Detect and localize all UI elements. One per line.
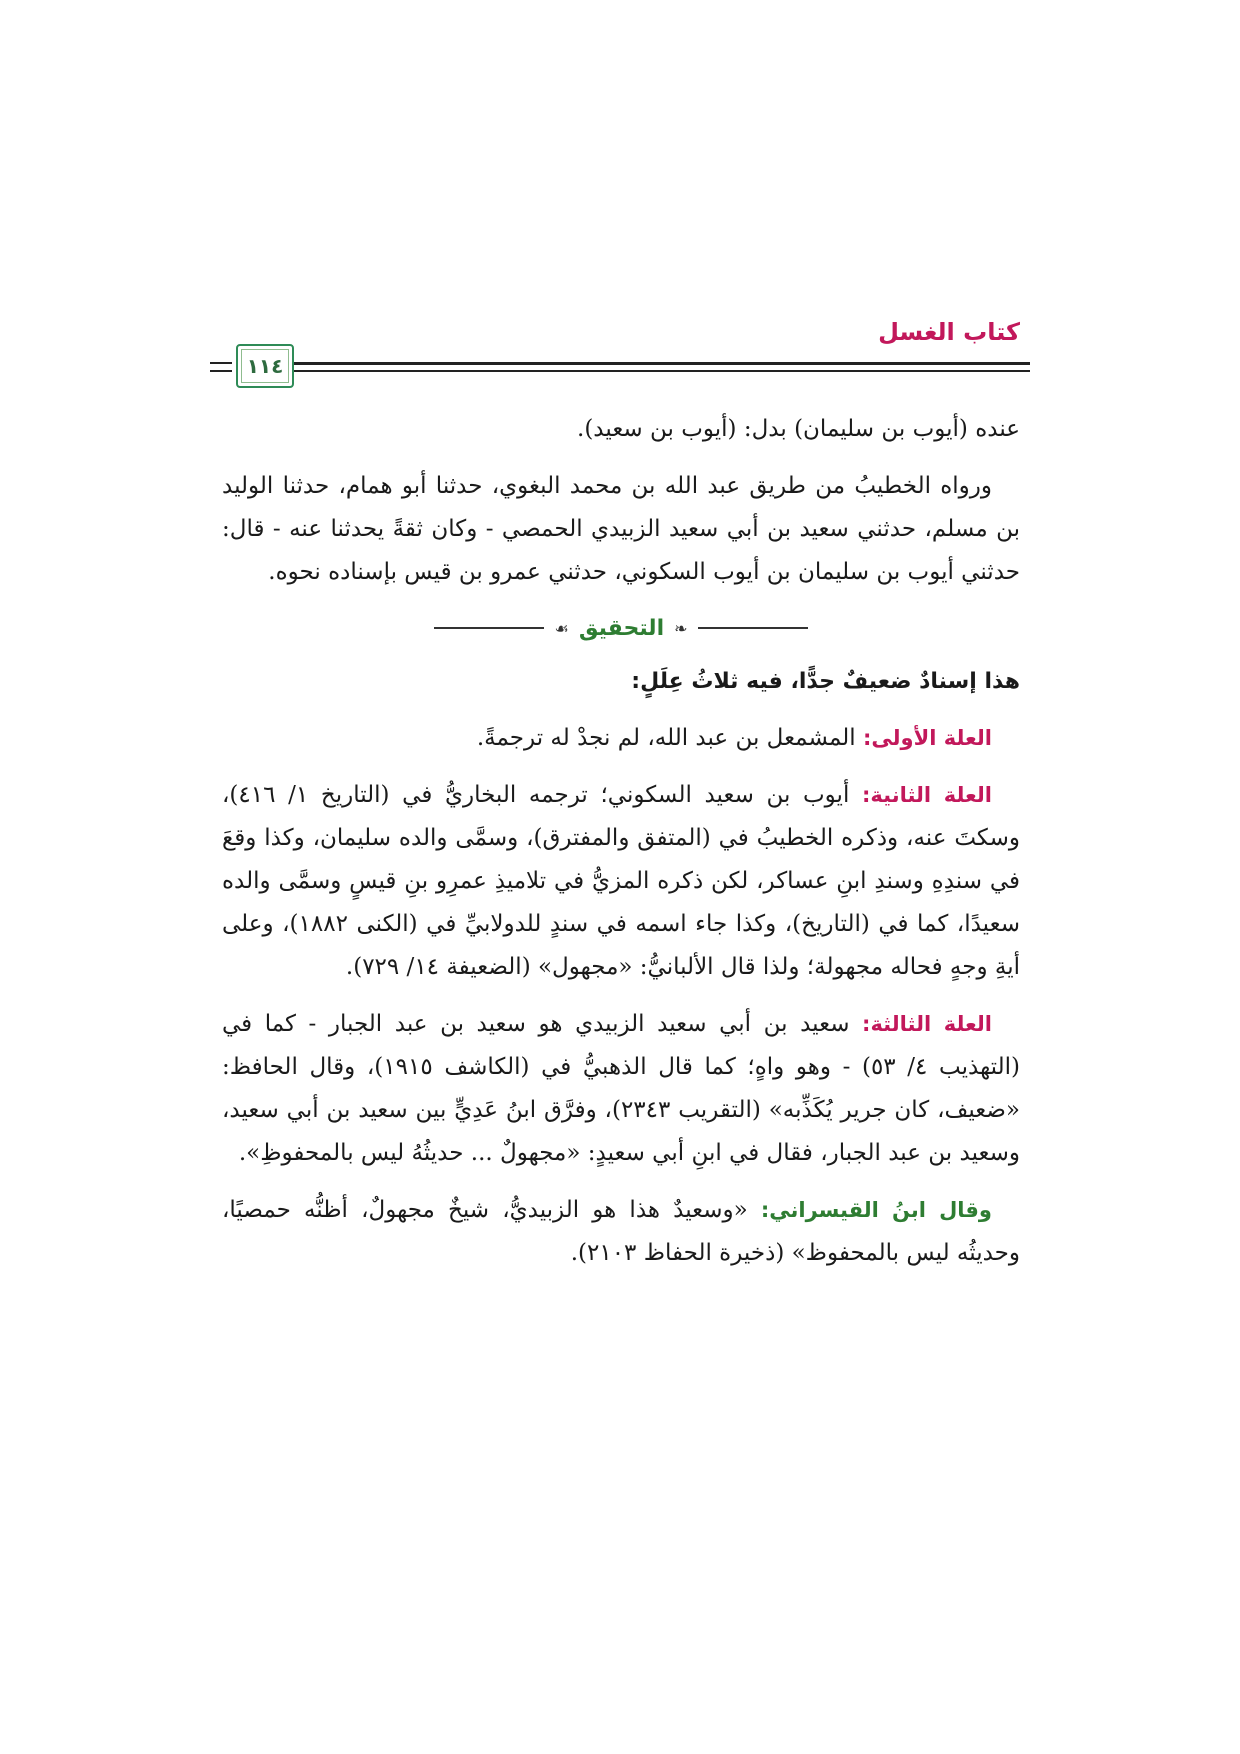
section-divider: [222, 608, 1020, 648]
header-rule-left-1: [210, 362, 232, 364]
page-number: ١١٤: [246, 354, 284, 378]
paragraph-2: ورواه الخطيبُ من طريق عبد الله بن محمد البغوي، حدثنا أبو همام، حدثنا الوليد بن مسلم، حدثني سعيد بن أبي سعيد الزبيدي الحمصي - وكان ثقةً يحدثنا عنه - قال: حدثني أيوب بن سليمان بن أيوب السكوني، حدثني عمرو بن قيس بإسناده نحوه.: [222, 473, 1020, 585]
page-number-badge: [236, 344, 294, 388]
illa-2-paragraph: [222, 774, 1020, 989]
qaysarani-paragraph: [222, 1189, 1020, 1275]
page-header: [210, 318, 1030, 388]
illa-1-paragraph: [222, 717, 1020, 760]
page-body: [222, 408, 1020, 1289]
ornament-icon: ❧: [674, 618, 688, 638]
divider-line-right: [698, 627, 808, 629]
illa-3-label: العلة الثالثة:: [862, 1012, 992, 1036]
verdict-headline: هذا إسنادٌ ضعيفٌ جدًّا، فيه ثلاثُ عِلَلٍ:: [631, 669, 1020, 694]
header-rule-left-2: [210, 370, 232, 372]
header-rule-thin: [270, 370, 1030, 372]
header-rule: [270, 362, 1030, 365]
qaysarani-label: وقال ابنُ القيسراني:: [760, 1198, 992, 1222]
section-title: التحقيق: [578, 615, 665, 641]
paragraph-1: عنده (أيوب بن سليمان) بدل: (أيوب بن سعيد).: [577, 416, 1020, 442]
illa-2-text: أيوب بن سعيد السكوني؛ ترجمه البخاريُّ في (التاريخ ١/ ٤١٦)، وسكتَ عنه، وذكره الخطيبُ في (المتفق والمفترق)، وسمَّى والده سليمان، وكذا وقعَ في سندِهِ وسندِ ابنِ عساكر، لكن ذكره المزيُّ في تلاميذِ عمرِو بنِ قيسٍ وسمَّى والده سعيدًا، كما في (التاريخ)، وكذا جاء اسمه في سندٍ للدولابيِّ في (الكنى ١٨٨٢)، وعلى أيةِ وجهٍ فحاله مجهولة؛ ولذا قال الألبانيُّ: «مجهول» (الضعيفة ١٤/ ٧٢٩).: [222, 782, 1020, 980]
illa-3-text: سعيد بن أبي سعيد الزبيدي هو سعيد بن عبد الجبار - كما في (التهذيب ٤/ ٥٣) - وهو واهٍ؛ كما قال الذهبيُّ في (الكاشف ١٩١٥)، وقال الحافظ: «ضعيف، كان جرير يُكَذِّبه» (التقريب ٢٣٤٣)، وفرَّق ابنُ عَدِيٍّ بين سعيد بن أبي سعيد، وسعيد بن عبد الجبار، فقال في ابنِ أبي سعيدٍ: «مجهولٌ ... حديثُهُ ليس بالمحفوظِ».: [222, 1011, 1020, 1166]
illa-2-label: العلة الثانية:: [861, 783, 992, 807]
ornament-icon: ☙: [554, 618, 569, 638]
illa-1-text: المشمعل بن عبد الله، لم نجدْ له ترجمةً.: [476, 725, 864, 751]
divider-line-left: [434, 627, 544, 629]
illa-3-paragraph: [222, 1003, 1020, 1175]
book-title: كتاب الغسل: [878, 318, 1020, 346]
illa-1-label: العلة الأولى:: [863, 726, 992, 750]
qaysarani-text: «وسعيدٌ هذا هو الزبيديُّ، شيخٌ مجهولٌ، أظنُّه حمصيًا، وحديثُه ليس بالمحفوظ» (ذخيرة الحفاظ ٢١٠٣).: [222, 1197, 1020, 1266]
